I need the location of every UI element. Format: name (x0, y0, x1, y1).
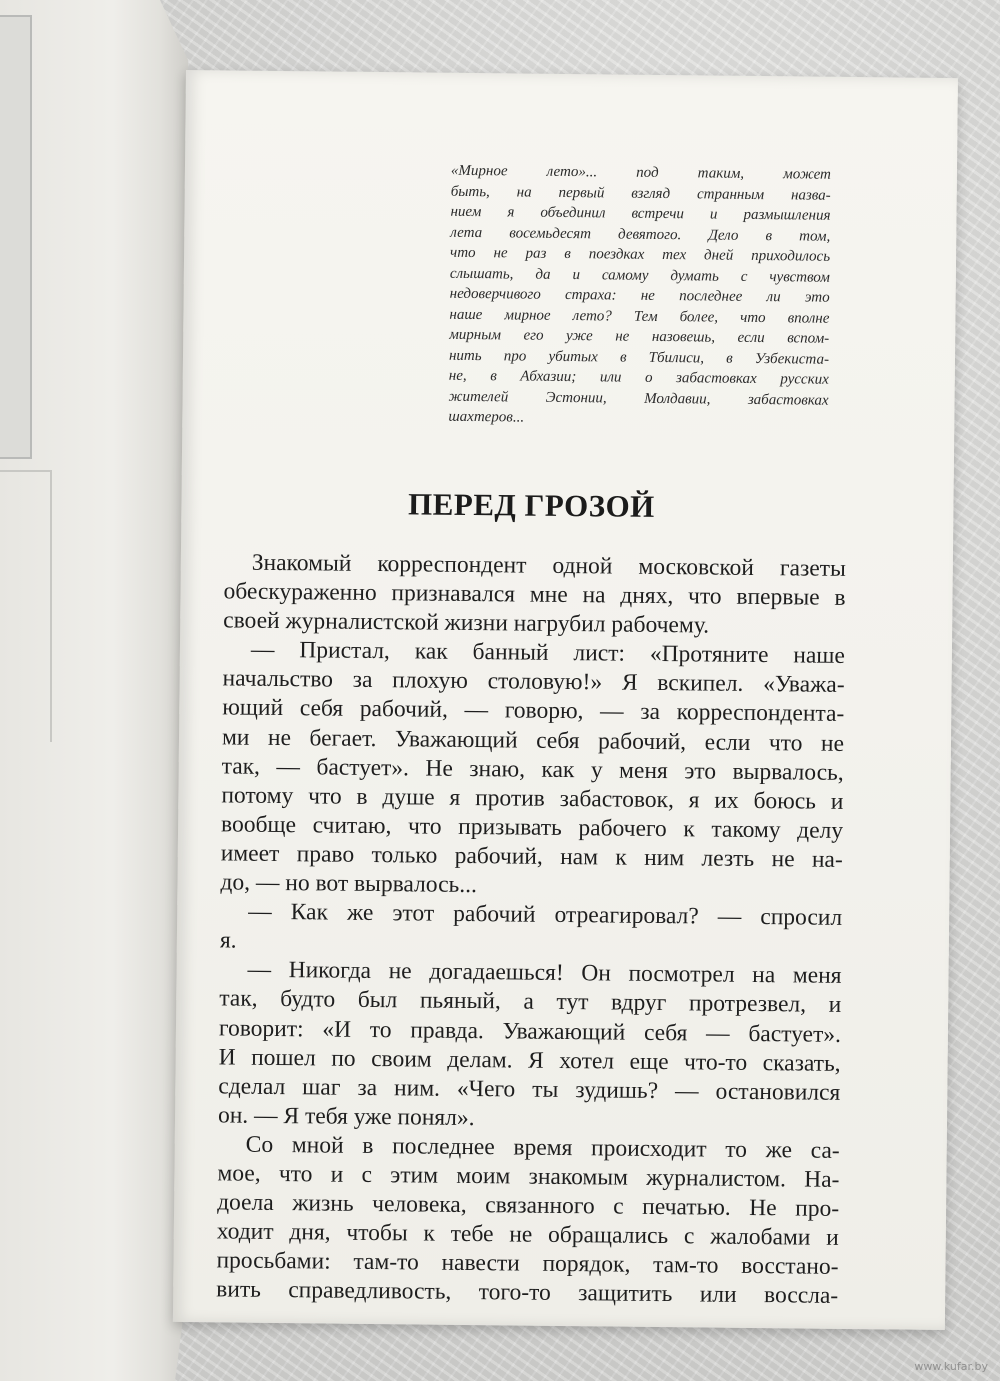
text-line: Со мной в последнее время происходит то же са- (245, 1131, 840, 1164)
epigraph-line: нить про убитых в Тбилиси, в Узбекиста- (448, 347, 830, 368)
text-line: говорит: «И то правда. Уважающий себя — бастует». (218, 1014, 842, 1048)
text-line: до, — но вот вырвалось... (220, 869, 478, 899)
text-line: вообще считаю, что призывать рабочего к такому делу (220, 811, 844, 844)
text-line: мое, что и с этим моим знакомым журналистом. На- (217, 1160, 840, 1193)
epigraph-line: нием я объединил встречи и размышления (450, 203, 831, 224)
text-line: так, будто был пьяный, а тут вдруг протрезвел, и (219, 985, 842, 1019)
text-line: просьбами: там-то навести порядок, там-то восстано- (216, 1247, 839, 1281)
text-line: своей журналистской жизни нагрубил рабочему. (223, 607, 710, 639)
text-line: И пошел по своим делам. Я хотел еще что-то сказать, (218, 1043, 841, 1077)
text-line: сделал шаг за ним. «Чего ты зудишь? — остановился (218, 1073, 841, 1106)
cover-line-decoration (0, 470, 52, 742)
text-line: он. — Я тебя уже понял». (217, 1102, 475, 1131)
book-cover-edge (0, 0, 188, 1381)
book-page (173, 70, 958, 1330)
text-line: начальство за плохую столовую!» Я вскипел. «Уважа- (222, 665, 845, 699)
text-line: доела жизнь человека, связанного с печатью. Не про- (217, 1189, 840, 1222)
epigraph-line: «Мирное лето»... под таким, может (450, 162, 832, 183)
chapter-title: ПЕРЕД ГРОЗОЙ (407, 486, 655, 524)
epigraph-line: слышать, да и самому думать с чувством (449, 265, 830, 286)
epigraph-line: не, в Абхазии; или о забастовках русских (448, 367, 829, 388)
epigraph-line: жителей Эстонии, Молдавии, забастовках (448, 388, 829, 409)
epigraph-line: лета восемьдесят девятого. Дело в том, (450, 224, 831, 245)
text-line: имеет право только рабочий, нам к ним лезть не на- (220, 840, 843, 873)
text-line: потому что в душе я против забастовок, я их боюсь и (221, 782, 844, 815)
text-line: ходит дня, чтобы к тебе не обращались с жалобами и (216, 1218, 839, 1252)
text-line: вить справедливость, того-то защитить или воссла- (216, 1276, 839, 1310)
epigraph-line: недоверчивого страха: не последнее ли это (449, 285, 830, 306)
text-line: ми не бегает. Уважающий себя рабочий, если что не (221, 723, 845, 757)
body-text (216, 548, 846, 1311)
epigraph-line: наше мирное лето? Тем более, что вполне (449, 306, 830, 327)
text-line: обескураженно признавался мне на днях, что впервые в (223, 578, 846, 612)
text-line: Знакомый корреспондент одной московской газеты (251, 549, 846, 582)
watermark: www.kufar.by (914, 1360, 988, 1373)
epigraph-line: мирным его уже не назовешь, если вспом- (449, 326, 830, 347)
text-line: я. (219, 927, 237, 954)
epigraph-line: быть, на первый взгляд странным назва- (450, 183, 831, 204)
epigraph-line: что не раз в поездках тех дней приходилось (450, 244, 831, 265)
epigraph-line: шахтеров... (448, 408, 525, 426)
text-line: — Никогда не догадаешься! Он посмотрел на меня (247, 957, 842, 990)
text-line: — Пристал, как банный лист: «Протяните наше (250, 636, 846, 670)
cover-frame-decoration (0, 15, 32, 459)
text-line: ющий себя рабочий, — говорю, — за корреспондента- (222, 694, 845, 728)
text-line: так, — бастует». Не знаю, как у меня это вырвалось, (221, 753, 844, 786)
text-line: — Как же этот рабочий отреагировал? — спросил (248, 898, 843, 932)
epigraph (448, 161, 831, 431)
